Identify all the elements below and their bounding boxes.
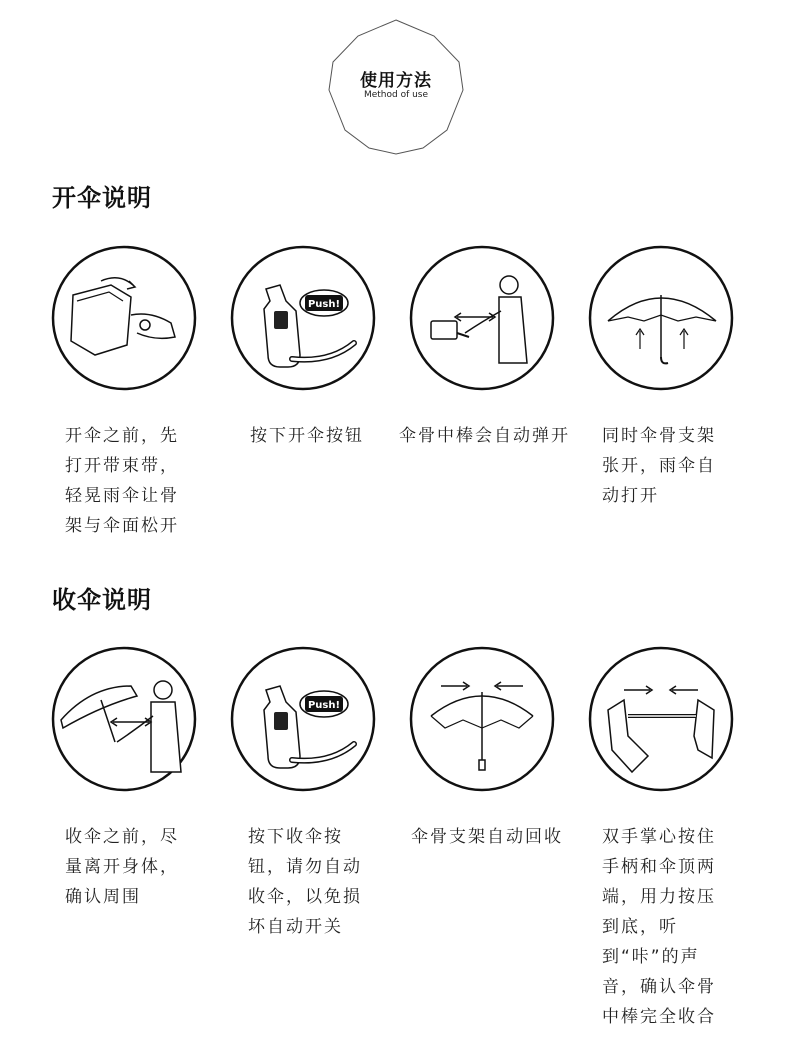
push-label: Push! [307, 700, 341, 711]
open-step-4-text: 同时伞骨支架张开，雨伞自动打开 [602, 426, 716, 506]
close-step-4-text: 双手掌心按住手柄和伞顶两端，用力按压到底，听到“咔”的声音，确认伞骨中棒完全收合 [602, 827, 716, 1027]
close-section-title: 收伞说明 [52, 586, 152, 614]
open-step-2-text: 按下开伞按钮 [250, 426, 364, 446]
push-label: Push! [307, 299, 341, 310]
page-title: 使用方法 [360, 71, 432, 91]
open-step-3-text: 伞骨中棒会自动弹开 [399, 426, 570, 446]
page-subtitle: Method of use [363, 90, 429, 100]
close-step-3-text: 伞骨支架自动回收 [411, 827, 563, 847]
person-hold-umbrella-icon [51, 646, 197, 792]
push-button-icon [230, 646, 376, 792]
umbrella-opened-icon [588, 245, 734, 391]
method-badge [327, 18, 465, 156]
close-step-1-text: 收伞之前，尽量离开身体，确认周围 [65, 827, 179, 907]
open-section-title: 开伞说明 [52, 184, 152, 212]
person-open-umbrella-icon [409, 245, 555, 391]
open-step-1-text: 开伞之前，先打开带束带，轻晃雨伞让骨架与伞面松开 [65, 426, 179, 536]
hands-untie-strap-icon [51, 245, 197, 391]
close-step-2-text: 按下收伞按钮，请勿自动收伞，以免损坏自动开关 [248, 827, 362, 937]
umbrella-closing-icon [409, 646, 555, 792]
hands-press-umbrella-icon [588, 646, 734, 792]
push-button-icon [230, 245, 376, 391]
